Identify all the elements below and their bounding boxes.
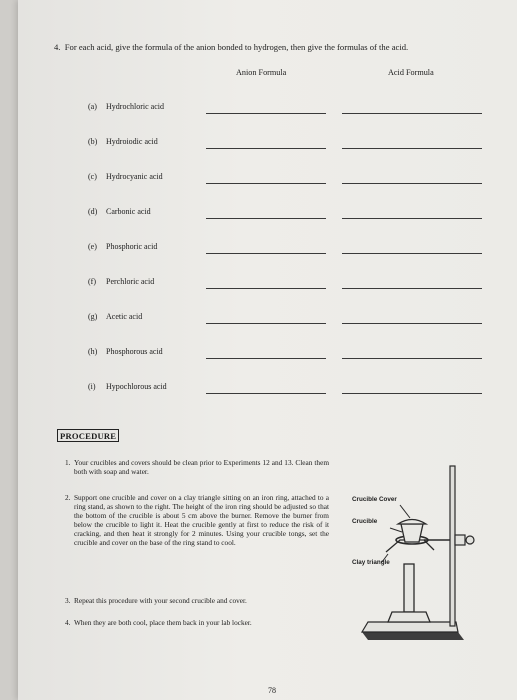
acid-row-label (88, 102, 164, 111)
acid-letter: (i) (88, 382, 96, 391)
acid-name: Hypochlorous acid (106, 382, 167, 391)
ring-clamp (455, 535, 465, 545)
anion-formula-blank[interactable] (206, 113, 326, 114)
acid-row-label (88, 207, 151, 216)
label-crucible-cover: Crucible Cover (352, 496, 397, 503)
acid-formula-blank[interactable] (342, 253, 482, 254)
acid-formula-column-header: Acid Formula (388, 68, 434, 77)
anion-formula-blank[interactable] (206, 253, 326, 254)
procedure-step-2 (65, 493, 329, 548)
acid-name: Carbonic acid (106, 207, 151, 216)
acid-name: Hydroiodic acid (106, 137, 158, 146)
crucible-leader-line (390, 528, 402, 532)
anion-formula-column-header: Anion Formula (236, 68, 287, 77)
burner-base (388, 612, 430, 622)
anion-formula-blank[interactable] (206, 358, 326, 359)
procedure-step-3 (65, 596, 364, 605)
procedure-step-4 (65, 618, 364, 627)
acid-row-label (88, 382, 167, 391)
acid-name: Hydrocyanic acid (106, 172, 163, 181)
ring-stand-rod (450, 466, 455, 626)
anion-formula-blank[interactable] (206, 218, 326, 219)
question-number: 4. (54, 42, 61, 52)
anion-formula-blank[interactable] (206, 148, 326, 149)
acid-letter: (d) (88, 207, 98, 216)
acid-formula-blank[interactable] (342, 113, 482, 114)
crucible-cover (398, 520, 426, 525)
acid-formula-blank[interactable] (342, 393, 482, 394)
acid-formula-blank[interactable] (342, 358, 482, 359)
acid-name: Hydrochloric acid (106, 102, 164, 111)
acid-formula-blank[interactable] (342, 218, 482, 219)
acid-name: Acetic acid (106, 312, 143, 321)
step-number: 1. (65, 458, 71, 467)
cover-leader-line (400, 505, 410, 518)
step-text: Support one crucible and cover on a clay triangle sitting on an iron ring, attached to a ring stand, as shown to the right. The height of the iron ring should be adjusted so that the bottom of the crucible is about 5 cm above the burner. Remove the burner from below the crucible to light it. Heat the crucible gently at first to reduce the risk of it cracking, and then heat it strongly for 2 minutes. Using your crucible tongs, set the crucible and cover on the base of the ring stand to cool. (74, 493, 329, 548)
acid-formula-blank[interactable] (342, 288, 482, 289)
acid-letter: (g) (88, 312, 98, 321)
step-text: When they are both cool, place them back in your lab locker. (74, 618, 252, 627)
acid-row-label (88, 172, 163, 181)
anion-formula-blank[interactable] (206, 323, 326, 324)
acid-letter: (f) (88, 277, 96, 286)
label-clay-triangle: Clay triangle (352, 559, 390, 566)
acid-row-label (88, 277, 154, 286)
acid-letter: (a) (88, 102, 97, 111)
acid-letter: (e) (88, 242, 97, 251)
burner-barrel (404, 564, 414, 612)
acid-row-label (88, 347, 163, 356)
step-number: 4. (65, 618, 71, 627)
acid-letter: (b) (88, 137, 98, 146)
clamp-screw (466, 536, 474, 544)
step-text: Repeat this procedure with your second crucible and cover. (74, 596, 247, 605)
ring-stand-diagram (340, 460, 490, 655)
ring-stand-base-top (362, 622, 458, 632)
ring-stand-illustration (340, 460, 490, 650)
label-crucible: Crucible (352, 518, 378, 525)
acid-formula-blank[interactable] (342, 323, 482, 324)
acid-name: Phosphorous acid (106, 347, 163, 356)
ring-stand-base (362, 632, 464, 640)
acid-row-label (88, 242, 157, 251)
anion-formula-blank[interactable] (206, 288, 326, 289)
acid-row-label (88, 312, 142, 321)
procedure-title: PROCEDURE (57, 429, 119, 442)
acid-letter: (h) (88, 347, 98, 356)
question-4-heading (54, 42, 494, 53)
crucible (401, 524, 423, 542)
page-number: 78 (268, 686, 276, 695)
question-text: For each acid, give the formula of the anion bonded to hydrogen, then give the formulas of the acid. (64, 42, 409, 52)
anion-formula-blank[interactable] (206, 183, 326, 184)
step-number: 3. (65, 596, 71, 605)
procedure-step-1 (65, 458, 329, 477)
step-number: 2. (65, 493, 71, 502)
acid-name: Phosphoric acid (106, 242, 158, 251)
step-text: Your crucibles and covers should be clean prior to Experiments 12 and 13. Clean them both with soap and water. (74, 458, 329, 477)
acid-formula-blank[interactable] (342, 148, 482, 149)
acid-letter: (c) (88, 172, 97, 181)
acid-row-label (88, 137, 158, 146)
acid-formula-blank[interactable] (342, 183, 482, 184)
acid-name: Perchloric acid (106, 277, 155, 286)
anion-formula-blank[interactable] (206, 393, 326, 394)
